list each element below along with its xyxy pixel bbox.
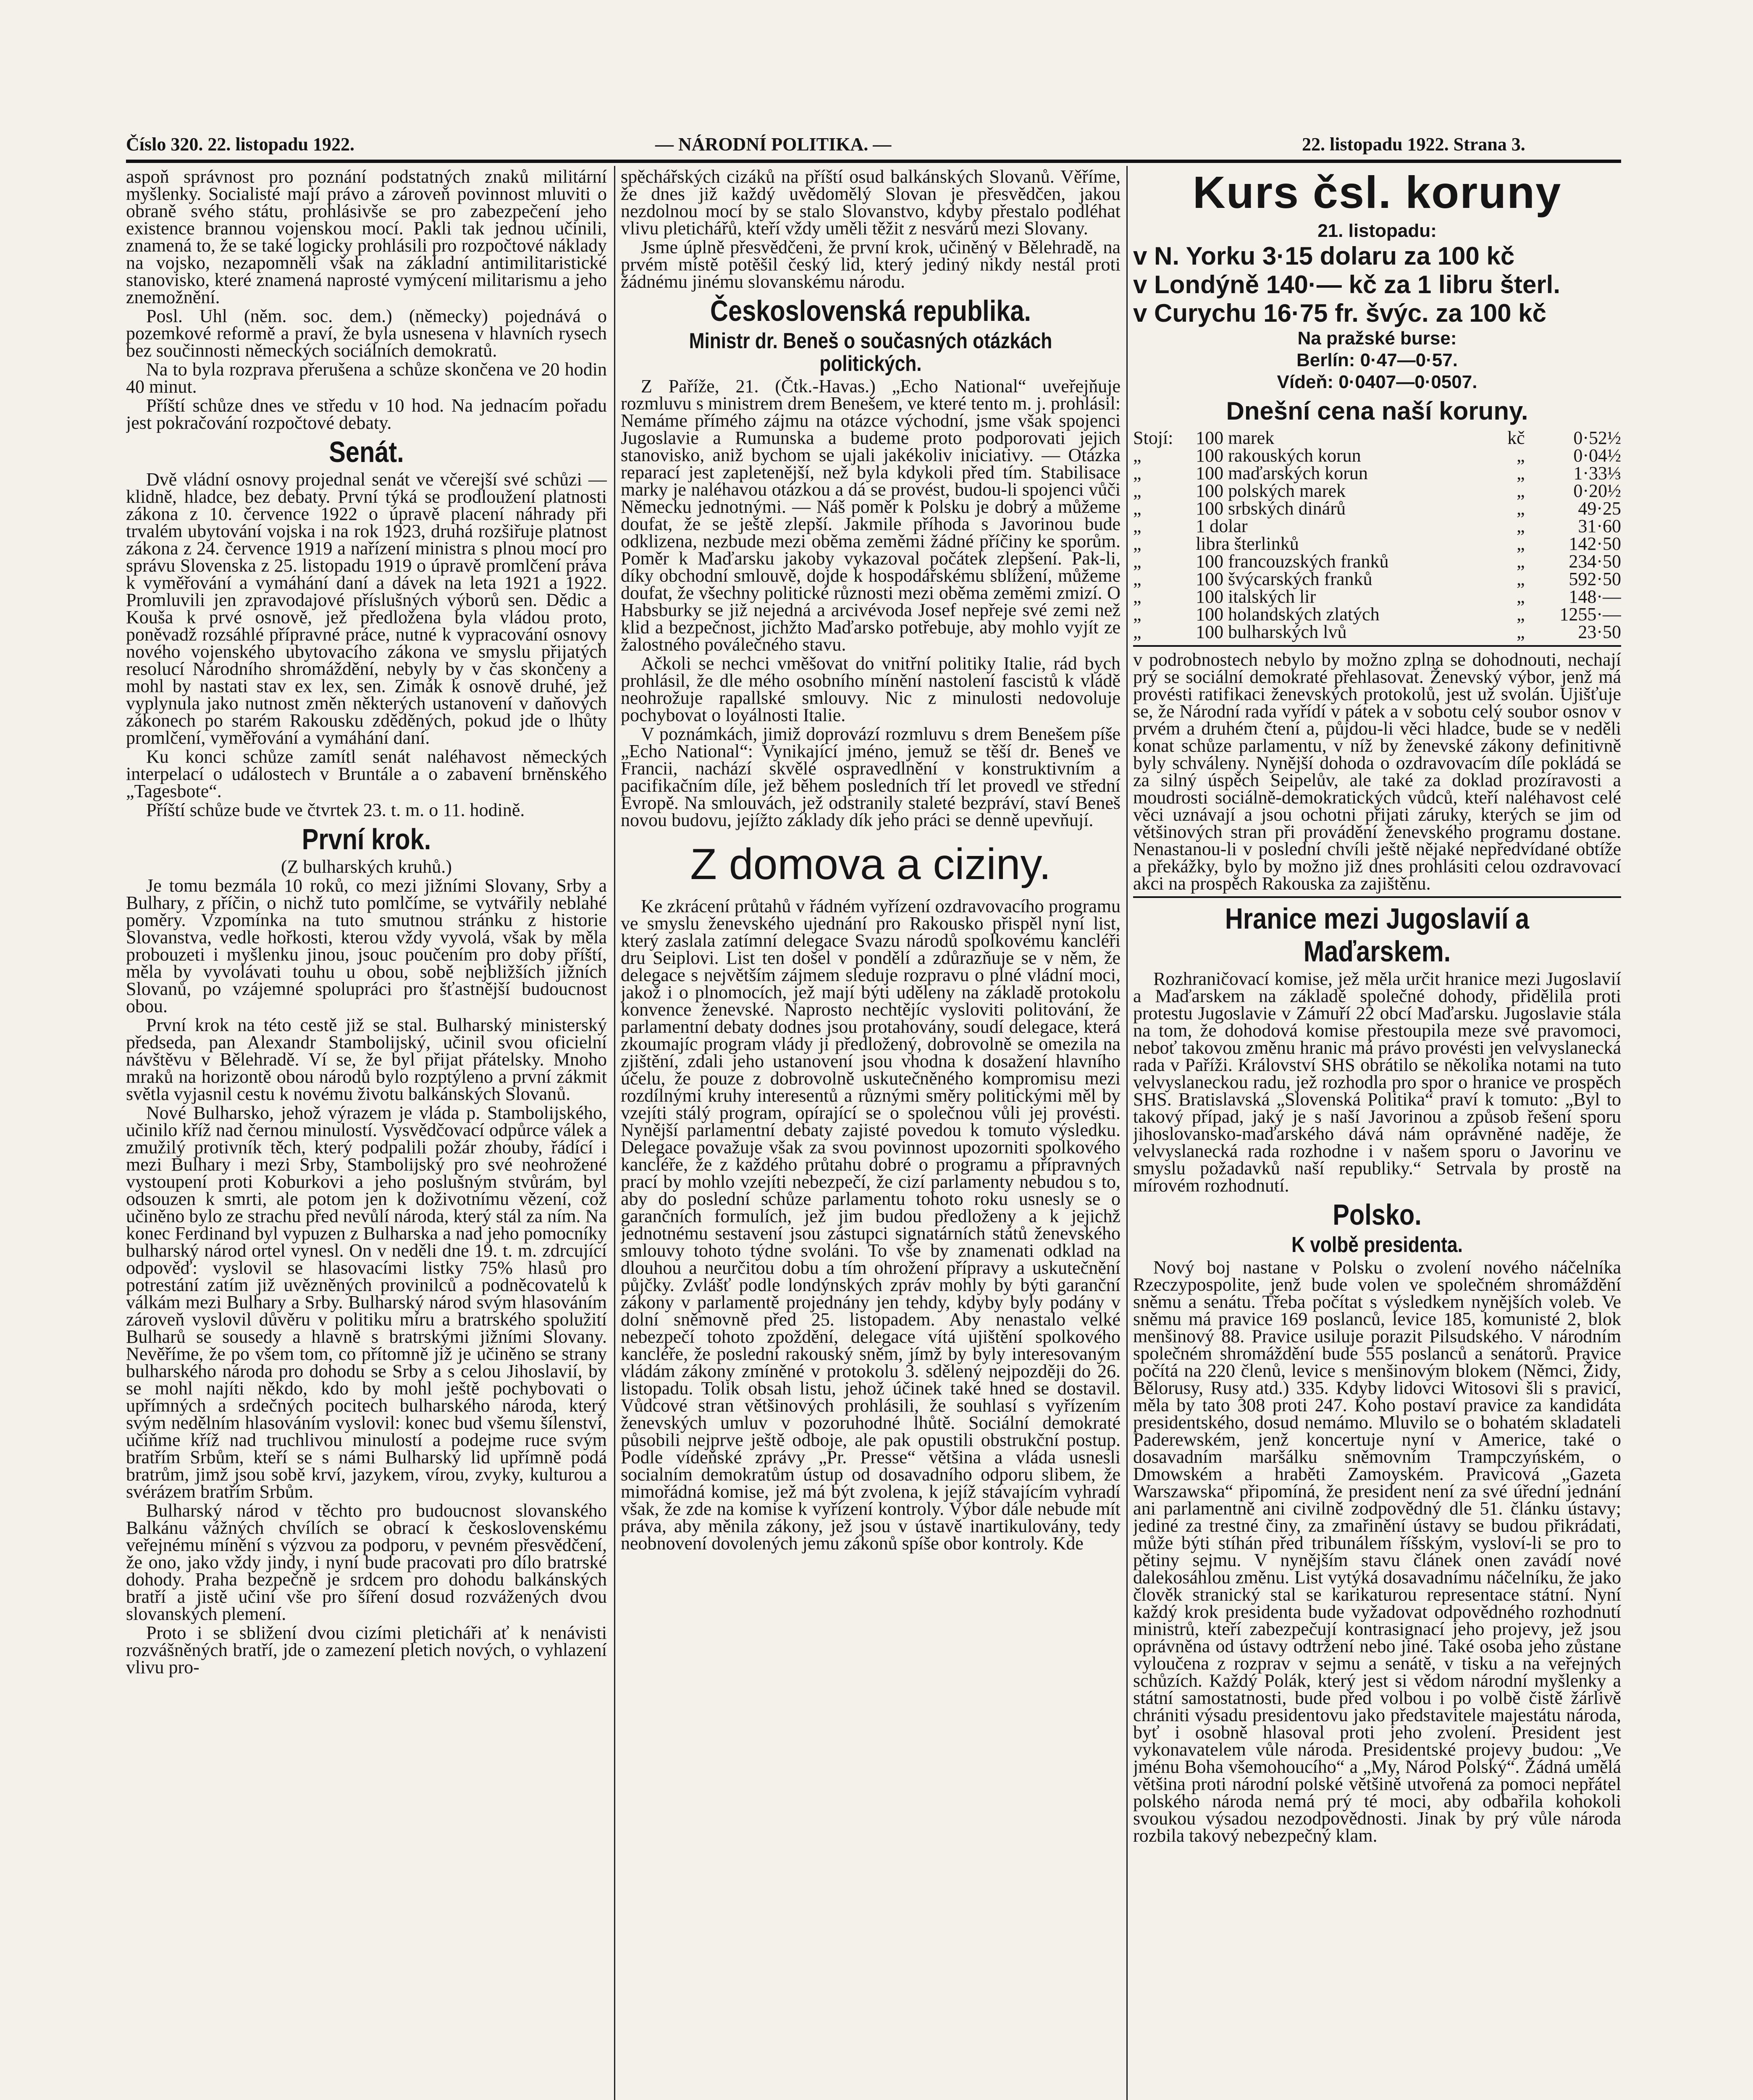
section-rule <box>1133 896 1621 898</box>
rate-unit: „ <box>1517 498 1525 519</box>
rate-pre: „ <box>1133 622 1142 642</box>
rate-unit: „ <box>1517 604 1525 625</box>
rate-row <box>1133 606 1621 623</box>
rate-label: 100 maďarských korun <box>1196 463 1368 483</box>
exchange-rate-title: Kurs čsl. koruny <box>1192 168 1562 218</box>
rate-value: 148·— <box>1569 586 1621 607</box>
exchange-rate-london: v Londýně 140·— kč za 1 libru šterl. <box>1133 270 1561 299</box>
column-divider <box>614 166 615 2100</box>
rate-pre: „ <box>1133 480 1142 501</box>
rate-value: 0·04½ <box>1573 445 1621 466</box>
rate-row <box>1133 500 1621 517</box>
rate-pre: „ <box>1133 586 1142 607</box>
paragraph: Nový boj nastane v Polsku o zvolení nového náčelníka Rzeczypospolite, jenž bude volen ve společném shromáždění sněmu a senátu. Třeba počítat s výsledkem nynějších voleb. Ve sněmu má pravice 169 poslanců, levice 185, komunisté 2, blok menšinový 88. Pravice usiluje porazit Pilsudského. V národním společném shromáždění bude 555 poslanců a senátorů. Pravice počítá na 220 členů, levice s menšinovým blokem (Němci, Židy, Bělorusy, Rusy atd.) 335. Kdyby lidovci Witosovi šli s pravicí, měla by tato 308 proti 247. Koho postaví pravice za kandidáta presidentského, dosud nemámo. Mluvilo se o bohatém skladateli Paderewském, jenž koncertuje nyní v Americe, také o dosavadním maršálku sněmovním Trampczyńském, o Dmowském a hraběti Zamoyském. Pravicová „Gazeta Warszawska“ připomíná, že president není za své úřední jednání ani parlamentně ani civilně zodpovědný dle 51. článku ústavy; jediné za trestné činy, za zmařinění ústavy se budou přikrádati, může býti stíhán před tribunálem říšským, vysloví-li se pro to pětiny sejmu. V nynějším stavu článek onen zavádí nové dalekosáhlou změnu. List vytýká dosavadnímu náčelníku, že jako člověk stranický stal se karikaturou representace státní. Nyní každý krok presidenta bude vyžadovat odpovědného rozhodnutí ministrů, kteří zabezpečují kontrasignací jeho projevy, jež jsou oprávněna od ústavy odtržení nebo jiné. Také osoba jeho zůstane vyloučena z rozprav v sejmu a senátě, v tisku a na veřejných schůzích. Každý Polák, který jest si vědom národní myšlenky a státní samostatnosti, bude před volbou i po volbě čistě žárlivě chrániti výsadu presidentovu jako představitele majestátu národa, byť i osobně hlasoval proti jeho zvolení. President jest vykonavatelem vůle národa. Presidentské projevy budou: „Ve jménu Boha všemohoucího“ a „My, Národ Polský“. Žádná umělá většina proti národní polské většině utvořená za pomoci nepřátel polského národa nemá prý té moci, aby odbařila kohokoli svoukou výsadou nezodpovědnosti. Jinak by prý vůle národa rozbila takový nebezpečný klam. <box>1133 1257 1621 1846</box>
paragraph: Je tomu bezmála 10 roků, co mezi jižními Slovany, Srby a Bulhary, z příčin, o nichž tuto pomlčíme, se vytvářily neblahé poměry. Vzpomínka na tuto smutnou stránku z historie Slovanstva, vedle hořkosti, kterou vždy vyvolá, však by měla probouzeti i myšlenku jinou, jsouc poučením pro doby příští, měla by vyvolávati touhu u obou, sobě nejbližších jižních Slovanů, po vzájemné spolupráci pro šťastnější budoucnost obou. <box>126 875 607 1016</box>
rate-pre: „ <box>1133 516 1142 536</box>
rate-unit: „ <box>1517 551 1525 572</box>
bourse-title: Na pražské burse: <box>1297 328 1457 349</box>
bourse-berlin: Berlín: 0·47—0·57. <box>1296 350 1458 370</box>
rate-value: 592·50 <box>1569 569 1621 589</box>
paragraph: Ke zkrácení průtahů v řádném vyřízení ozdravovacího programu ve smyslu ženevského ujednání pro Rakousko přispěl nyní list, který zaslala zatímní delegace Svazu národů spolkovému kancléři dru Seiplovi. List ten došel v pondělí a zdůrazňuje se v něm, že delegace s největším zájmem sleduje rozpravu o plné vládní moci, jakož i o plnomocích, jež mají býti uděleny na základě protokolu konvence ženevské. Naprosto nechtějíc vysloviti politování, že parlamentní debaty dodnes jsou protahovány, soudí delegace, která zkoumajíc program vlády ji předložený, dobrovolně se omezila na zjištění, zdali jeho ustanovení jsou vhodna k dosažení hlavního účelu, že pouze z dobrovolně uskutečněného kompromisu mezi rozdílnými kruhy interesentů a různými směry politickými měl by vzejíti stálý program, opírající se o společnou vůli jej provésti. Nynější parlamentní debaty zajisté povedou k tomuto výsledku. Delegace považuje však za svou povinnost upozorniti spolkového kancléře, že z každého průtahu dobré o programu a přípravných prací by mohlo vzejíti nebezpečí, že cizí parlamenty nebudou s to, aby do poslední schůze parlamentu tohoto roku usnesly se o garančních formulích, jež jim budou předloženy a k jejichž jednotnému sestavení jsou zástupci signatárních států ženevského smlouvy tohoto týdne svoláni. To vše by znamenati odklad na dlouhou a neurčitou dobu a tím ohrožení přípravy a uskutečnění půjčky. Zvlášť podle londýnských zpráv mohly by býti garanční zákony v parlamentě projednány jen tehdy, kdyby byly podány v dolní sněmovně před 25. listopadem. Aby nenastalo velké nebezpečí tohoto zpoždění, delegace vítá ujištění spolkového kancléře, že poslední rakouský sněm, jímž by byly interesovaným vládám zákony zmíněné v protokolu 3. sdělený nejpozději do 26. listopadu. Tolik obsah listu, jehož účinek také hned se dostavil. Vůdcové stran většinových prohlásili, že souhlasí s vyřízením ženevských umluv v pozoruhodné lhůtě. Sociální demokraté působili nejprve ještě odboje, ale pak opustili obstrukční postup. Podle vídeňské zprávy „Pr. Presse“ většina a vláda usnesli socialním demokratům ústup od dosavadního odporu slibem, že mimořádná komise, jež má být zvolena, k jejíž stávajícím vyhradí však, že zde na komise k vyřízení kontroly. Výbor dále nebude mít práva, aby měnila zákony, jež jsou v ústavě inartikulovány, tedy neobnovení dovolených jemu zákonů spíše obor kontroly. Kde <box>621 896 1121 1554</box>
header-rule <box>126 160 1621 163</box>
paragraph: Rozhraničovací komise, jež měla určit hranice mezi Jugoslavií a Maďarskem na základě společné dohody, přidělila proti protestu Jugoslavie v Zámuří 22 obcí Maďarsku. Jugoslavie stála na tom, že dohodová komise přestoupila meze své pravomoci, neboť takovou změnu hranic má právo provésti jen velvyslanecká rada v Paříži. Království SHS obrátilo se několika notami na tuto velvyslaneckou radu, jež rozhodla pro spor o hranice ve prospěch SHS. Bratislavská „Slovenská Politika“ praví k tomuto: „Byl to takový případ, jaký je s naší Javorinou a způsob řešení sporu jihoslovansko-maďarského dává nám oprávněné naděje, že velvyslanecká rada rozhodne i v našem sporu o Javorinu ve smyslu požadavků naší republiky.“ Setrvala by prostě na mírovém rozhodnutí. <box>1133 969 1621 1196</box>
headline-prvni-krok: První krok. <box>302 823 431 856</box>
paragraph: v podrobnostech nebylo by možno zplna se dohodnouti, nechají prý se sociální demokraté přehlasovat. Ženevský výbor, jenž má provésti ratifikaci ženevských protokolů, jest už svolán. Ujišťuje se, že Národní rada vyřídí v pátek a v sobotu celý soubor osnov v prvém a druhém čtení a, půjdou-li věci hladce, bude se v neděli konat schůze parlamentu, v níž by ženevské zákony definitivně byly schváleny. Nynější dohoda o ozdravovacím díle pokládá se za silný úspěch Seipelův, ale také za doklad prozíravosti a moudrosti sociálně-demokratických vůdců, kteří naléhavost celé věci uznávají a jsou ochotni přijati záruky, kterých se jim od většinových stran při provádění ženevského programu dostane. Nenastanou-li v poslední chvíli ještě nějaké nepředvídané obtíže a překážky, bylo by možno již dnes prohlásiti celou ozdravovací akci na prospěch Rakouska za zajištěnu. <box>1133 649 1621 894</box>
rate-label: 100 bulharských lvů <box>1196 622 1347 642</box>
rate-label: 100 italských lir <box>1196 586 1316 607</box>
rate-row <box>1133 447 1621 465</box>
rate-pre: „ <box>1133 463 1142 483</box>
rate-unit: „ <box>1517 480 1525 501</box>
rate-label: libra šterlinků <box>1196 533 1299 554</box>
rate-label: 100 rakouských korun <box>1196 445 1361 466</box>
rate-unit: „ <box>1517 463 1525 483</box>
headline-hranice: Hranice mezi Jugoslavií a Maďarskem. <box>1225 902 1530 968</box>
paragraph: Příští schůze dnes ve středu v 10 hod. Na jednacím pořadu jest pokračování rozpočtové debaty. <box>126 395 607 433</box>
headline-ceskoslovenska-republika: Československá republika. <box>710 294 1031 327</box>
rate-label: 100 srbských dinárů <box>1196 498 1346 519</box>
rate-value: 0·20½ <box>1573 480 1621 501</box>
rate-unit: „ <box>1517 569 1525 589</box>
rate-pre: „ <box>1133 569 1142 589</box>
paragraph: Proto i se sbližení dvou cizími pleticháři ať k nenávisti rozvášněných bratří, jde o zamezení pletich nových, o vyhlazení vlivu pro- <box>126 1622 607 1677</box>
header-masthead: — NÁRODNÍ POLITIKA. — <box>655 134 892 155</box>
rate-label: 100 francouzských franků <box>1196 551 1389 572</box>
rate-value: 1·33⅓ <box>1573 463 1621 483</box>
crown-price-title: Dnešní cena naší koruny. <box>1226 397 1528 425</box>
paragraph: Dvě vládní osnovy projednal senát ve včerejší své schůzi — klidně, hladce, bez debaty. První týká se prodloužení platnosti zákona z 10. července 1922 o úpravě placení náhrady při trvalém ubytování vojska i na rok 1923, druhá rozšiřuje platnost zákona z 24. července 1919 a nařízení ministra s plnou mocí pro správu Slovenska z 25. listopadu 1919 o úpravě promlčení práva k vyměřování a vymáhání daní a dávek na leta 1921 a 1922. Promluvili jen zpravodajové příslušných výborů sen. Dědic a Kouša k prvé osnově, jež předložena byla vládou proto, poněvadž rozsáhlé přípravné práce, nutné k vypracování osnovy nového vojenského ubytovacího zákona ve smyslu přijatých resolucí Národního shromáždění, nebyly by v čas skončeny a mohl by nastati stav ex lex, sen. Zimák k osnově druhé, jež vyplynula jako nutnost změn některých ustanovení v daňových zákonech po starém Rakousku zděděných, pokud jde o lhůty promlčení, vyměřování a vymáhání daní. <box>126 469 607 748</box>
exchange-rate-date: 21. listopadu: <box>1317 220 1437 241</box>
rate-label: 100 marek <box>1196 428 1275 448</box>
rate-unit: „ <box>1517 445 1525 466</box>
paragraph: spěchářských cizáků na příští osud balkánských Slovanů. Věříme, že dnes již každý uvědomělý Slovan je přesvědčen, jakou nezdolnou mocí by se stalo Slovanstvo, kdyby přestalo podléhat vlivu pletichářů, kteří vždy uměli těžit z nesvárů mezi Slovany. <box>621 168 1121 239</box>
rate-label: 100 švýcarských franků <box>1196 569 1372 589</box>
rate-label: 100 holandských zlatých <box>1196 604 1380 625</box>
rate-unit: „ <box>1517 516 1525 536</box>
section-rule <box>1133 645 1621 647</box>
paragraph: V poznámkách, jimiž doprovází rozmluvu s drem Benešem píše „Echo National“: Vynikající jméno, jemuž se těší dr. Beneš ve Francii, nachází skvělé ospravedlnění v konstruktivním a pacifikačním díle, jež během posledních tří let provedl ve střední Evropě. Na smlouvách, jež odstranily staleté bezpráví, staví Beneš novou budovu, jejížto základy dík jeho práci se denně upevňují. <box>621 724 1121 830</box>
rate-value: 1255·— <box>1559 604 1621 625</box>
rate-row <box>1133 482 1621 500</box>
rate-row <box>1133 588 1621 606</box>
column-1 <box>126 168 607 2100</box>
paragraph: aspoň správnost pro poznání podstatných znaků militární myšlenky. Socialisté mají právo a zároveň povinnost mluviti o obraně svého státu, prohlásivše se pro zabezpečení jeho existence brannou vojenskou mocí. Pakli tak jednou učinili, znamená to, že se také logicky prohlásili pro rozpočtové náklady na vojsko, nezapomněli však na základní antimilitaristické stanovisko, které znamená naprosté vymýcení militarismu a jeho znemožnění. <box>126 168 607 307</box>
paragraph: Jsme úplně přesvědčeni, že první krok, učiněný v Bělehradě, na prvém místě potěšil český lid, který jediný nikdy nestál proti žádnému jinému slovanskému národu. <box>621 237 1121 292</box>
rate-row <box>1133 429 1621 447</box>
paragraph: Bulharský národ v těchto pro budoucnost slovanského Balkánu vážných chvílích se obrací k československému veřejnému mínění s výzvou za podporu, v pevném přesvědčení, že ono, jako vždy jindy, i nyní bude pracovati pro dílo bratrské dohody. Praha bezpečně je srdcem pro dohodu balkánských bratří a jistě učiní vše pro šíření dosud rozvážených dvou slovanských plemení. <box>126 1500 607 1624</box>
rate-row <box>1133 623 1621 641</box>
rate-pre: „ <box>1133 445 1142 466</box>
rate-unit: „ <box>1517 533 1525 554</box>
rate-row <box>1133 535 1621 553</box>
paragraph: První krok na této cestě již se stal. Bulharský ministerský předseda, pan Alexandr Stambolijský, učinil svou oficielní návštěvu v Bělehradě. Ví se, že byl přijat přátelsky. Mnoho mraků na horizontě obou národů bylo rozptýleno a první zákmit světla vyjasnil cestu k novému životu balkánských Slovanů. <box>126 1015 607 1104</box>
exchange-rate-zurich: v Curychu 16·75 fr. švýc. za 100 kč <box>1133 299 1546 327</box>
rate-pre: „ <box>1133 498 1142 519</box>
subheadline: (Z bulharských kruhů.) <box>281 856 452 877</box>
rate-pre: Stojí: <box>1133 428 1173 448</box>
rate-value: 31·60 <box>1578 516 1621 536</box>
rate-pre: „ <box>1133 533 1142 554</box>
header-issue: Číslo 320. 22. listopadu 1922. <box>126 134 354 155</box>
rate-value: 234·50 <box>1569 551 1621 572</box>
rate-pre: „ <box>1133 551 1142 572</box>
rate-label: 1 dolar <box>1196 516 1248 536</box>
headline-senat: Senát. <box>329 436 404 468</box>
rate-label: 100 polských marek <box>1196 480 1346 501</box>
headline-z-domova: Z domova a ciziny. <box>690 840 1051 889</box>
rate-unit: „ <box>1517 622 1525 642</box>
header-page-number: 22. listopadu 1922. Strana 3. <box>1302 134 1525 155</box>
exchange-rate-new-york: v N. Yorku 3·15 dolaru za 100 kč <box>1133 242 1515 270</box>
rate-unit: „ <box>1517 586 1525 607</box>
rate-row <box>1133 570 1621 588</box>
paragraph: Příští schůze bude ve čtvrtek 23. t. m. o 11. hodině. <box>146 800 525 820</box>
column-3 <box>1133 168 1621 2100</box>
rate-value: 49·25 <box>1578 498 1621 519</box>
rate-value: 0·52½ <box>1573 428 1621 448</box>
rates-table <box>1133 429 1621 641</box>
rate-pre: „ <box>1133 604 1142 625</box>
column-divider <box>1126 166 1128 2100</box>
rate-row <box>1133 465 1621 482</box>
paragraph: Ačkoli se nechci vměšovat do vnitřní politiky Italie, rád bych prohlásil, že dle mého osobního mínění nastolení fascistů k vládě neohrožuje rapallské smlouvy. Nic z minulosti nedovoluje pochybovat o loyálnosti Italie. <box>621 653 1121 725</box>
paragraph: Ku konci schůze zamítl senát naléhavost německých interpelací o událostech v Bruntále a o zabavení brněnského „Tagesbote“. <box>126 746 607 801</box>
rate-row <box>1133 517 1621 535</box>
rate-value: 142·50 <box>1569 533 1621 554</box>
bourse-vienna: Vídeň: 0·0407—0·0507. <box>1277 372 1477 392</box>
rate-value: 23·50 <box>1578 622 1621 642</box>
headline-benes: Ministr dr. Beneš o současných otázkách politických. <box>689 329 1052 376</box>
column-2 <box>621 168 1121 2100</box>
paragraph: Posl. Uhl (něm. soc. dem.) (německy) pojednává o pozemkové reformě a praví, že byla usnesena v hlavních rysech bez součinnosti německých sociálních demokratů. <box>126 306 607 361</box>
paragraph: Z Paříže, 21. (Čtk.-Havas.) „Echo National“ uveřejňuje rozmluvu s ministrem drem Benešem, ve které tento m. j. prohlásil: Nemáme přímého zájmu na otázce východní, jsme však spojenci Jugoslavie a Rumunska a budeme proto podporovati jejich stanovisko, aniž bychom se ujali jakékoliv iniciativy. — Otázka reparací jest zapletenější, než byla kdykoli před tím. Stabilisace marky je naléhavou otázkou a dá se provést, budou-li spojenci vůči Německu jednotnými. — Náš poměr k Polsku je dobrý a můžeme doufat, že se ještě zlepší. Jakmile příhoda s Javorinou bude odklizena, nezbude mezi oběma zeměmi žádné příčiny ke sporům. Poměr k Maďarsku jakoby vykazoval počátek zlepšení. Pak-li, díky obchodní smlouvě, dojde k hospodářskému sblížení, můžeme doufat, že všechny politické různosti mezi oběma zeměmi zmizí. O Habsburky se již nejedná a arcivévoda Josef nepřeje své zemi než klid a bezpečnost, jichžto Maďarsko potřebuje, aby mohlo vyjít ze žalostného poválečného stavu. <box>621 376 1121 655</box>
paragraph: Nové Bulharsko, jehož výrazem je vláda p. Stambolijského, učinilo kříž nad černou minulostí. Vysvědčovací odpůrce válek a zmužilý protivník těch, který podpalili požár zhouby, řádící i mezi Bulhary i mezi Srby, Stambolijský pro své neohrožené vystoupení proti Koburkovi a jeho poslušným stvůrám, byl odsouzen k smrti, ale potom jen k doživotnímu vězení, což učiněno bylo ze strachu před nevůlí národa, který stál za ním. Na konec Ferdinand byl vypuzen z Bulharska a nad jeho pomocníky bulharský národ ortel vynesl. On v neděli dne 19. t. m. zdrcující odpověď: vyslovil se hlasovacími listky 75% hlasů pro potrestání zatím již uvězněných provinilců a podněcovatelů k válkám mezi Bulhary a Srby. Bulharský národ svým hlasováním zároveň vyslovil důvěru v politiku míru a bratrského spolužití Bulharů se sousedy a hlavně s bratrskými jižními Slovany. Nevěříme, že po všem tom, co přítomně již je učiněno se strany bulharského národa pro dohodu se Srby a s celou Jihoslavií, by se mohl najíti někdo, kdo by mohl ještě pochybovati o upřímných a srdečných pocitech bulharského národa, který svým nedělním hlasováním vyslovil: konec bud všemu šílenství, učiňme kříž nad truchlivou minulostí a podejme ruce svým bratřím Srbům, kteří se s námi Bulharský lid upřímně podá bratrům, jimž jsou sobě krví, jazykem, vírou, zvyky, kulturou a svérázem bratřím Srbům. <box>126 1102 607 1502</box>
rate-unit: kč <box>1507 428 1525 448</box>
headline-volba-presidenta: K volbě presidenta. <box>1291 1233 1463 1257</box>
rate-row <box>1133 553 1621 570</box>
headline-polsko: Polsko. <box>1333 1198 1422 1231</box>
paragraph: Na to byla rozprava přerušena a schůze skončena ve 20 hodin 40 minut. <box>126 359 607 397</box>
